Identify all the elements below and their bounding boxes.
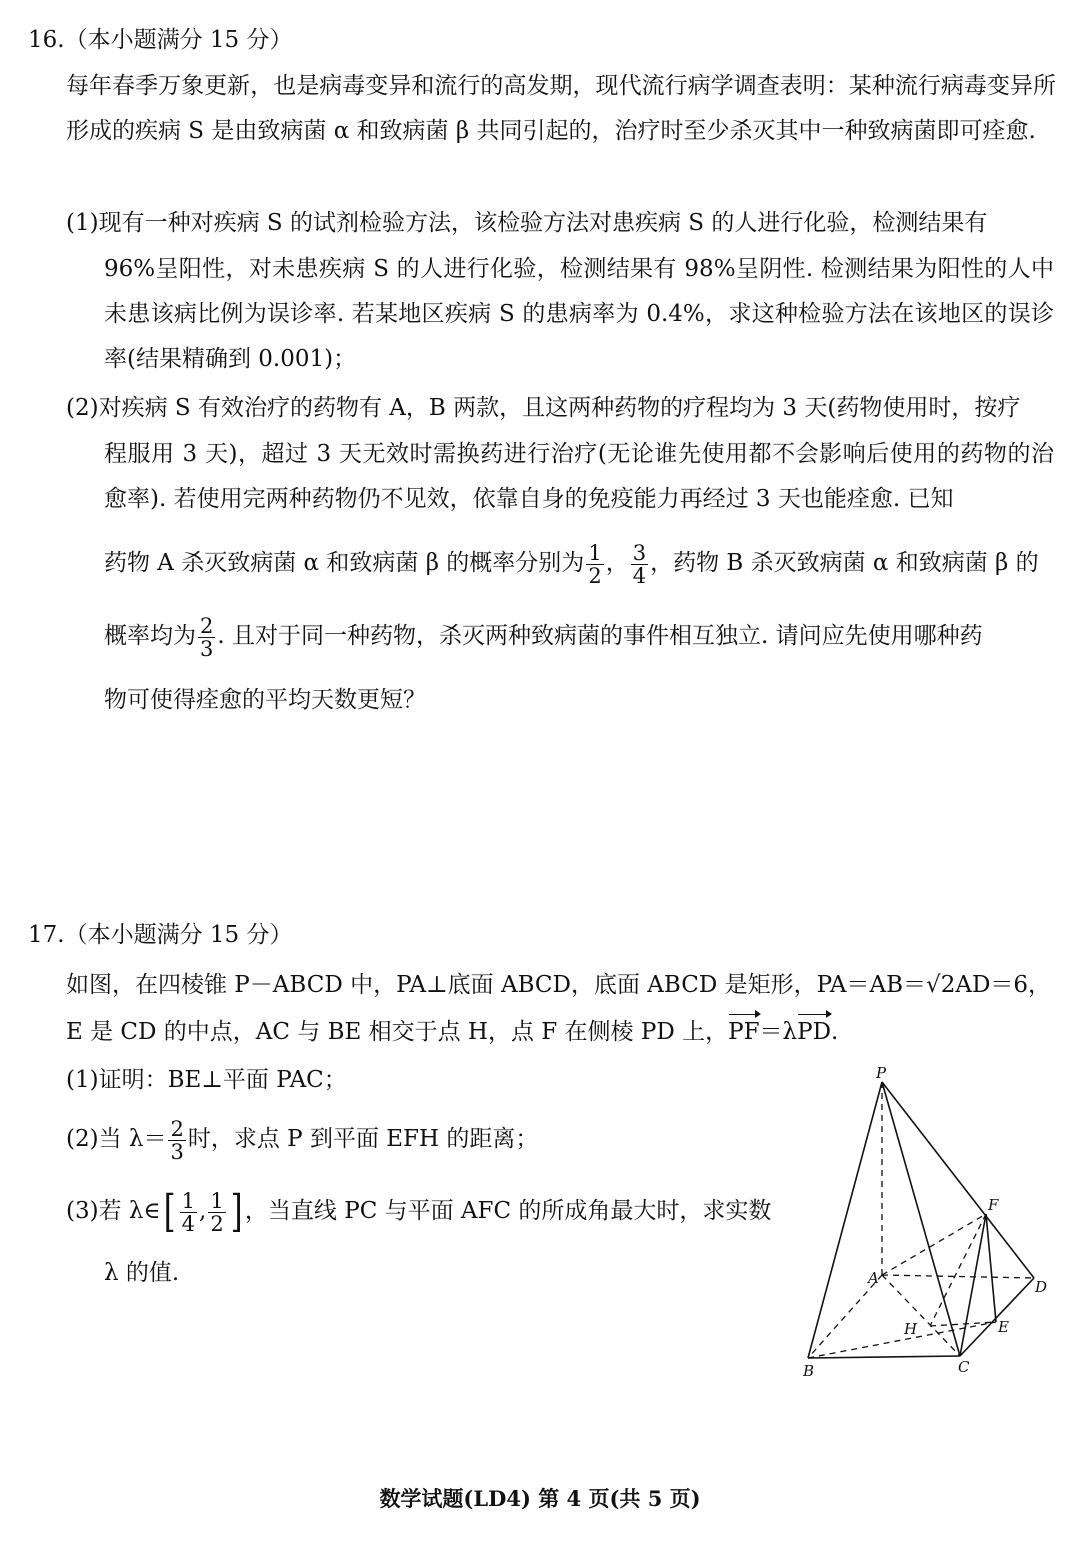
q17-part2-text-a: (2)当 λ＝	[66, 1126, 167, 1152]
fraction-numerator: 2	[200, 613, 214, 638]
edge-cd	[960, 1278, 1034, 1356]
q17-intro-line1: 如图，在四棱锥 P－ABCD 中，PA⊥底面 ABCD，底面 ABCD 是矩形，PA＝AB＝√2AD＝6，	[66, 972, 1052, 998]
q16-part1: (1)现有一种对疾病 S 的试剂检验方法，该检验方法对患疾病 S 的人进行化验，检测结果有	[66, 210, 988, 236]
period: .	[831, 1019, 839, 1045]
label-p: P	[876, 1064, 887, 1082]
right-bracket: ]	[230, 1186, 243, 1237]
q16-part1-cont: 96%呈阳性，对未患疾病 S 的人进行化验，检测结果有 98%呈阴性. 检测结果为阳性的人中未患该病比例为误诊率. 若某地区疾病 S 的患病率为 0.4%，求这种检验方法在该地区的误诊率(结果精确到 0.001)；	[104, 256, 1054, 372]
fraction-denominator: 2	[210, 1211, 224, 1236]
q17-part3-text-a: (3)若 λ∈	[66, 1198, 161, 1224]
q16-header: 16.（本小题满分 15 分）	[28, 27, 293, 53]
fraction-numerator: 1	[588, 540, 602, 565]
q16-line5-text-b: . 且对于同一种药物，杀灭两种致病菌的事件相互独立. 请问应先使用哪种药	[217, 623, 983, 649]
fraction-denominator: 4	[181, 1211, 196, 1236]
q17-intro-line2-text: E 是 CD 的中点，AC 与 BE 相交于点 H，点 F 在侧棱 PD 上，	[66, 1019, 729, 1045]
fraction-denominator: 4	[632, 563, 647, 588]
q17-part2-text-b: 时，求点 P 到平面 EFH 的距离；	[187, 1126, 539, 1152]
label-a: A	[868, 1269, 879, 1287]
equals-lambda: ＝λ	[759, 1019, 798, 1045]
fraction-numerator: 2	[170, 1116, 184, 1141]
comma: ，	[605, 550, 629, 576]
solid-edges	[808, 1082, 1034, 1358]
q17-part3-cont: λ 的值.	[104, 1260, 180, 1286]
q16-part2-line6: 物可使得痊愈的平均天数更短？	[104, 687, 426, 713]
label-c: C	[958, 1358, 970, 1376]
q17-header: 17.（本小题满分 15 分）	[28, 922, 293, 948]
fraction-numerator: 3	[632, 540, 647, 565]
fraction-numerator: 1	[210, 1188, 224, 1213]
label-b: B	[803, 1362, 815, 1380]
page-footer: 数学试题(LD4) 第 4 页(共 5 页)	[379, 1486, 701, 1511]
q16-line4-text-a: 药物 A 杀灭致病菌 α 和致病菌 β 的概率分别为	[104, 550, 585, 576]
label-e: E	[998, 1318, 1009, 1336]
edge-bc	[808, 1356, 960, 1358]
edge-fc	[960, 1214, 986, 1356]
label-f: F	[988, 1196, 999, 1214]
q16-line5-text-a: 概率均为	[104, 623, 196, 649]
vector-pd: PD	[797, 1010, 831, 1055]
q16-part2: (2)对疾病 S 有效治疗的药物有 A，B 两款，且这两种药物的疗程均为 3 天(药物使用时，按疗	[66, 395, 1021, 421]
vector-pf: PF	[728, 1010, 759, 1055]
fraction-denominator: 2	[588, 563, 602, 588]
fraction-denominator: 3	[200, 636, 214, 661]
fraction-numerator: 1	[181, 1188, 196, 1213]
q16-intro: 每年春季万象更新，也是病毒变异和流行的高发期，现代流行病学调查表明：某种流行病毒变异所形成的疾病 S 是由致病菌 α 和致病菌 β 共同引起的，治疗时至少杀灭其中一种致病菌即可痊愈.	[66, 73, 1056, 144]
edge-be	[808, 1322, 996, 1358]
q16-part2-cont: 程服用 3 天)，超过 3 天无效时需换药进行治疗(无论谁先使用都不会影响后使用的药物的治愈率). 若使用完两种药物仍不见效，依靠自身的免疫能力再经过 3 天也能痊愈. 已知	[104, 441, 1054, 512]
q17-part1: (1)证明：BE⊥平面 PAC；	[66, 1067, 347, 1093]
edge-fh	[930, 1214, 986, 1326]
q17-part3-text-b: ，当直线 PC 与平面 AFC 的所成角最大时，求实数	[244, 1198, 772, 1224]
label-d: D	[1035, 1278, 1048, 1296]
comma: ,	[199, 1198, 207, 1224]
edge-pd	[882, 1082, 1034, 1278]
q16-line4-text-b: ，药物 B 杀灭致病菌 α 和致病菌 β 的	[650, 550, 1039, 576]
label-h: H	[904, 1320, 918, 1338]
edge-fe	[986, 1214, 996, 1322]
fraction-denominator: 3	[170, 1139, 184, 1164]
left-bracket: [	[163, 1186, 176, 1237]
edge-ad	[882, 1275, 1034, 1278]
